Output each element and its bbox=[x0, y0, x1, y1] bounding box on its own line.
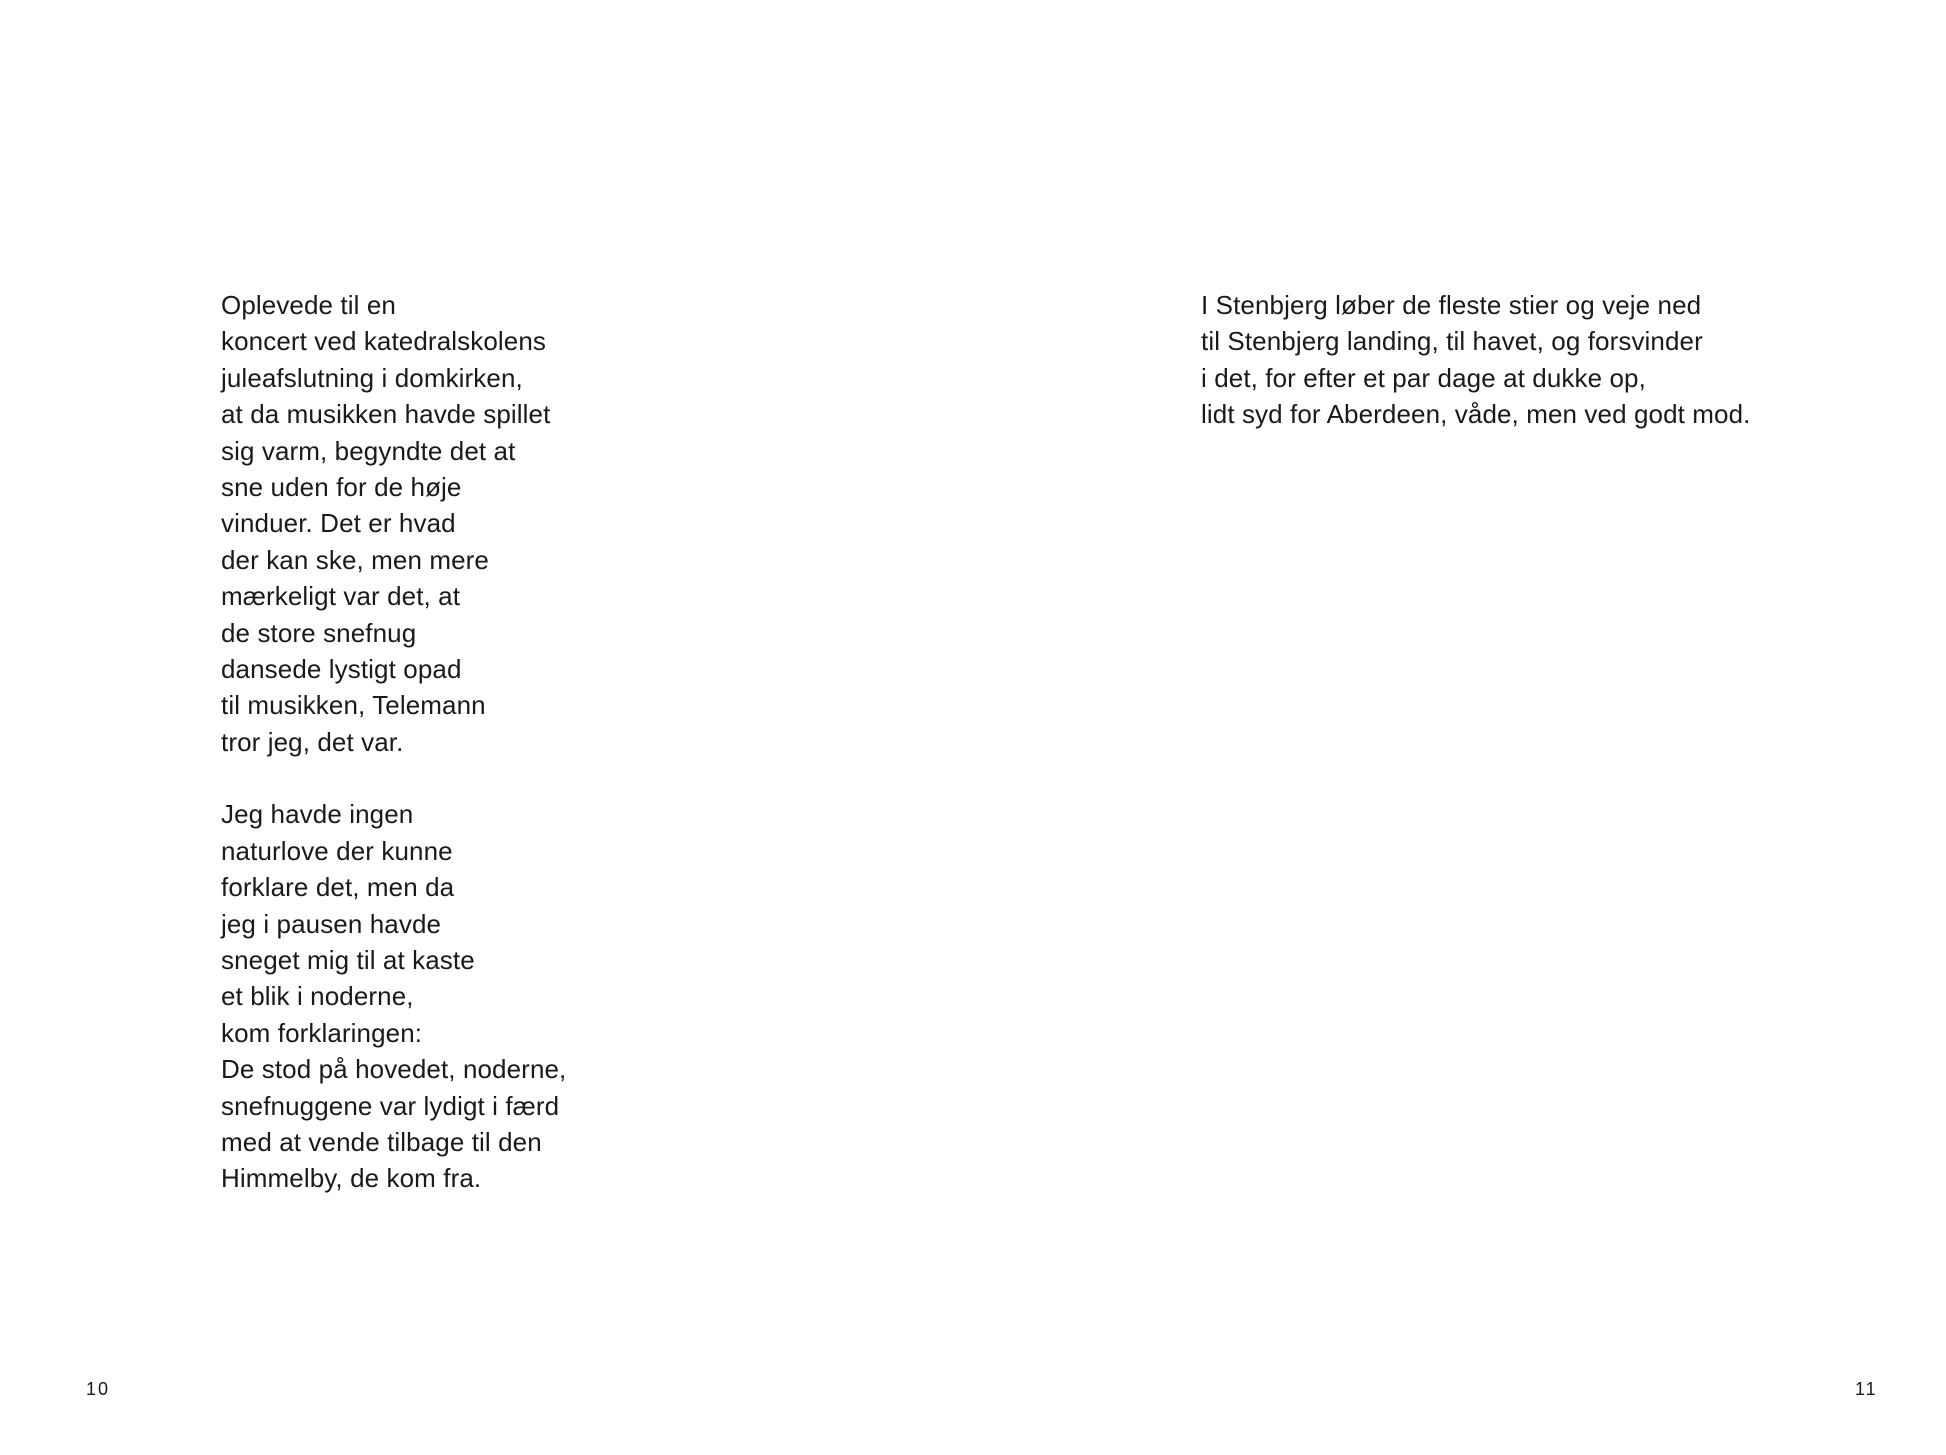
stanza-1 bbox=[221, 287, 566, 760]
poem-line: lidt syd for Aberdeen, våde, men ved godt mod. bbox=[1201, 399, 1751, 430]
poem-line: tror jeg, det var. bbox=[221, 726, 404, 757]
poem-line: Himmelby, de kom fra. bbox=[221, 1163, 482, 1194]
poem-line: I Stenbjerg løber de fleste stier og veje ned bbox=[1201, 290, 1702, 320]
poem-line: dansede lystigt opad bbox=[221, 653, 462, 684]
poem-line: mærkeligt var det, at bbox=[221, 581, 461, 612]
poem-line: et blik i noderne, bbox=[221, 981, 414, 1012]
poem-line: vinduer. Det er hvad bbox=[221, 508, 456, 539]
poem-line: Jeg havde ingen bbox=[221, 799, 414, 830]
poem-line: koncert ved katedralskolens bbox=[221, 326, 546, 357]
poem-line: der kan ske, men mere bbox=[221, 544, 489, 575]
poem-line: snefnuggene var lydigt i færd bbox=[221, 1090, 560, 1121]
poem-line: at da musikken havde spillet bbox=[221, 399, 551, 430]
poem-line: sne uden for de høje bbox=[221, 471, 462, 502]
poem-line: sig varm, begyndte det at bbox=[221, 435, 516, 466]
poem-line: sneget mig til at kaste bbox=[221, 945, 475, 976]
poem-line: naturlove der kunne bbox=[221, 835, 453, 866]
poem-line: De stod på hovedet, noderne, bbox=[221, 1054, 567, 1085]
page-number-left: 10 bbox=[86, 1379, 111, 1399]
right-poem bbox=[1201, 287, 1750, 433]
stanza-1 bbox=[1201, 287, 1750, 433]
poem-line: juleafslutning i domkirken, bbox=[221, 362, 523, 393]
poem-line: jeg i pausen havde bbox=[221, 908, 442, 939]
poem-line: kom forklaringen: bbox=[221, 1017, 423, 1048]
poem-line: forklare det, men da bbox=[221, 872, 455, 903]
right-page bbox=[973, 0, 1946, 1455]
poem-line: til musikken, Telemann bbox=[221, 690, 486, 721]
poem-line: til Stenbjerg landing, til havet, og forsvinder bbox=[1201, 326, 1703, 357]
poem-line: Oplevede til en bbox=[221, 290, 396, 320]
page-number-right: 11 bbox=[1855, 1379, 1878, 1399]
stanza-2 bbox=[221, 796, 566, 1196]
poem-line: i det, for efter et par dage at dukke op, bbox=[1201, 362, 1646, 393]
poem-line: med at vende tilbage til den bbox=[221, 1126, 542, 1157]
left-poem bbox=[221, 287, 566, 1197]
poem-line: de store snefnug bbox=[221, 617, 417, 648]
